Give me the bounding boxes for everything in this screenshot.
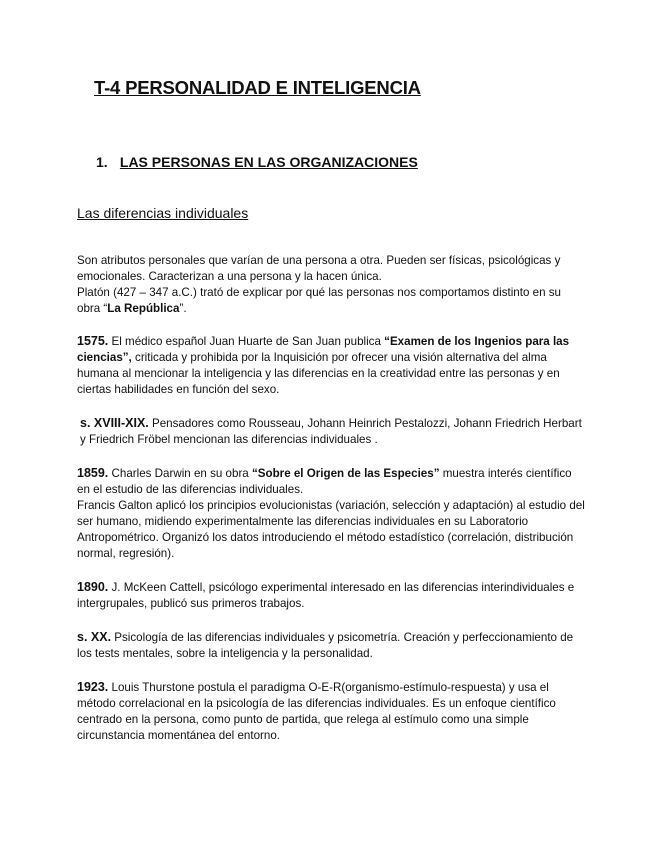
year-label: 1575.	[77, 334, 109, 348]
paragraph-1890	[77, 579, 587, 612]
book-title: “Examen de los Ingenios para las ciencias”,	[77, 335, 570, 364]
intro-plato-text: Platón (427 – 347 a.C.) trató de explicar por qué las personas nos comportamos distinto en su obra “	[77, 286, 561, 315]
book-title: La República	[107, 302, 180, 315]
paragraph-text: muestra interés científico en el estudio de las diferencias individuales.	[77, 467, 572, 496]
paragraph-1923	[77, 679, 587, 744]
year-label: s. XX.	[77, 630, 112, 644]
paragraph-text: Pensadores como Rousseau, Johann Heinrich Pestalozzi, Johann Friedrich Herbart y Friedrich Fröbel mencionan las diferencias individuales .	[80, 417, 582, 446]
intro-plato-end: ”.	[179, 302, 187, 315]
paragraph-intro	[77, 253, 587, 317]
paragraph-1575	[77, 333, 587, 398]
paragraph-text: J. McKeen Cattell, psicólogo experimental interesado en las diferencias interindividuales e intergrupales, publicó sus primeros trabajos.	[77, 581, 575, 610]
section-number: 1.	[96, 154, 108, 170]
paragraph-xviii-xix	[77, 415, 587, 448]
intro-text: Son atributos personales que varían de una persona a otra. Pueden ser físicas, psicológicas y emocionales. Caracterizan a una persona y la hacen única.	[77, 254, 561, 283]
book-title: “Sobre el Origen de las Especies”	[251, 467, 440, 480]
document-body	[77, 253, 587, 761]
year-label: s. XVIII-XIX.	[80, 416, 149, 430]
paragraph-text: El médico español Juan Huarte de San Juan publica	[108, 335, 385, 348]
paragraph-text: Louis Thurstone postula el paradigma O-E-R(organismo-estímulo-respuesta) y usa el método correlacional en la psicología de las diferencias individuales. Es un enfoque científico centrado en la persona, como punto de partida, que relega al estímulo como una simple circunstancia momentánea del entorno.	[77, 681, 556, 742]
year-label: 1890.	[77, 580, 109, 594]
subsection-heading: Las diferencias individuales	[77, 205, 249, 221]
page-title: T-4 PERSONALIDAD E INTELIGENCIA	[94, 77, 421, 98]
paragraph-text: criticada y prohibida por la Inquisición por ofrecer una visión alternativa del alma humana al mencionar la inteligencia y las diferencias en la creatividad entre las personas y en ciertas habilidades en función del sexo.	[77, 351, 560, 396]
year-label: 1859.	[77, 466, 109, 480]
section-title: LAS PERSONAS EN LAS ORGANIZACIONES	[119, 154, 418, 170]
paragraph-text: Psicología de las diferencias individuales y psicometría. Creación y perfeccionamiento de los tests mentales, sobre la inteligencia y la personalidad.	[77, 631, 574, 660]
paragraph-xx	[77, 629, 587, 662]
year-label: 1923.	[77, 680, 109, 694]
section-heading	[96, 154, 418, 170]
paragraph-1859	[77, 465, 587, 562]
paragraph-text: Francis Galton aplicó los principios evolucionistas (variación, selección y adaptación) al estudio del ser humano, midiendo experimentalmente las diferencias individuales en su Laboratorio Antropométrico. Organizó los datos introduciendo el método estadístico (correlación, distribución normal, regresión).	[77, 499, 585, 560]
paragraph-text: Charles Darwin en su obra	[108, 467, 252, 480]
